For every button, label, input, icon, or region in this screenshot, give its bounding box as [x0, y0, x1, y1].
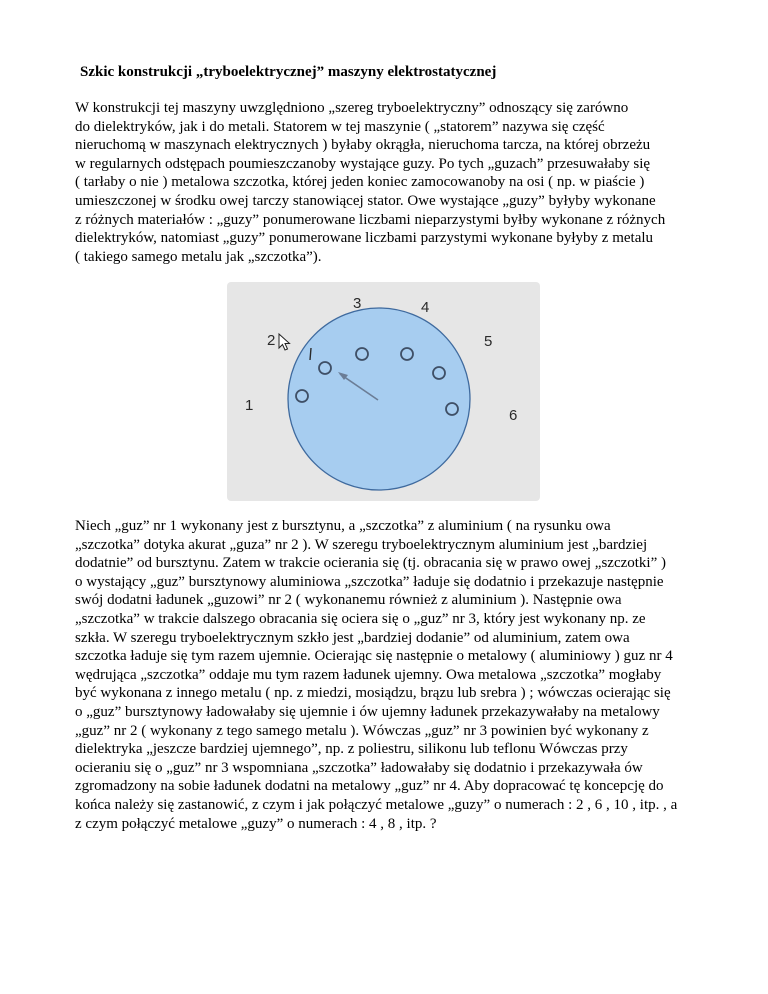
text-line: Niech „guz” nr 1 wykonany jest z bursztynu, a „szczotka” z aluminium ( na rysunku owa [75, 518, 611, 534]
text-line: ( tarłaby o nie ) metalowa szczotka, której jeden koniec zamocowanoby na osi ( np. w piaście ) [75, 174, 645, 191]
text-line: „guz” nr 2 ( wykonany z tego samego metalu ). Wówczas „guz” nr 3 powinien być wykonany z [75, 722, 649, 739]
label-4: 4 [421, 299, 430, 316]
document-title: Szkic konstrukcji „tryboelektrycznej” maszyny elektrostatycznej [80, 64, 497, 80]
label-3: 3 [353, 295, 362, 312]
text-line: być wykonana z innego metalu ( np. z miedzi, mosiądzu, brązu lub srebra ) ; wówczas ocierając się [75, 685, 671, 702]
text-line: swój dodatni ładunek „guzowi” nr 2 ( wykonanemu również z aluminium ). Następnie owa [75, 592, 622, 609]
text-line: dodatnie” od bursztynu. Zatem w trakcie ocierania się (tj. obracania się w prawo owej „szczotki” ) [75, 555, 667, 572]
text-line: dielektryka „jeszcze bardziej ujemnego”, np. z poliestru, silikonu lub teflonu Wówczas przy [75, 741, 628, 758]
text-line: zgromadzony na sobie ładunek dodatni na metalowy „guz” nr 4. Aby dopracować tę koncepcję do [75, 778, 664, 795]
stator-sketch-figure [227, 282, 540, 501]
brush-mark [310, 348, 311, 360]
text-line: umieszczonej w środku owej tarczy stanowiącej stator. Owe wystające „guzy” byłyby wykonane [75, 192, 656, 209]
label-6: 6 [509, 407, 518, 424]
stator-sketch-svg [227, 282, 540, 501]
text-line: z czym połączyć metalowe „guzy” o numerach : 4 , 8 , itp. ? [75, 815, 437, 832]
text-line: „szczotka” dotyka akurat „guza” nr 2 ). W szeregu tryboelektrycznym aluminium jest „bardziej [75, 536, 648, 553]
text-line: W konstrukcji tej maszyny uwzględniono „szereg tryboelektryczny” odnoszący się zarówno [75, 100, 629, 116]
text-line: ( takiego samego metalu jak „szczotka”). [75, 248, 322, 265]
text-line: ocieraniu się o „guz” nr 3 wspomniana „szczotka” ładowałaby się dodatnio i przekazywała ów [75, 759, 643, 776]
text-line: do dielektryków, jak i do metali. Statorem w tej maszynie ( „statorem” nazywa się część [75, 118, 605, 135]
paragraph-intro [75, 99, 665, 266]
paragraph-explanation [75, 517, 677, 833]
text-line: końca należy się zastanowić, z czym i jak połączyć metalowe „guzy” o numerach : 2 , 6 , 10 , itp. , a [75, 796, 678, 813]
label-5: 5 [484, 333, 493, 350]
text-line: szkła. W szeregu tryboelektrycznym szkło jest „bardziej dodanie” od aluminium, zatem owa [75, 629, 630, 646]
label-1: 1 [245, 397, 254, 414]
label-2: 2 [267, 332, 276, 349]
text-line: „szczotka” w trakcie dalszego obracania się ociera się o „guz” nr 3, który jest wykonany np. ze [75, 610, 646, 627]
text-line: z różnych materiałów : „guzy” ponumerowane liczbami nieparzystymi byłby wykonane z różnych [75, 211, 666, 228]
text-line: dielektryków, natomiast „guzy” ponumerowane liczbami parzystymi wykonane byłyby z metalu [75, 230, 654, 247]
text-line: o wystający „guz” bursztynowy aluminiowa „szczotka” ładuje się dodatnio i przekazuje następnie [75, 573, 664, 590]
text-line: szczotka ładuje się tym razem ujemnie. Ocierając się następnie o metalowy ( aluminiowy ) guz nr 4 [75, 648, 673, 665]
text-line: o „guz” bursztynowy ładowałaby się ujemnie i ów ujemny ładunek przekazywałaby na metalowy [75, 703, 660, 720]
text-line: nieruchomą w maszynach elektrycznych ) byłaby okrągła, nieruchoma tarcza, na której obrzeżu [75, 137, 651, 154]
text-line: w regularnych odstępach poumieszczanoby wystające guzy. Po tych „guzach” przesuwałaby się [75, 155, 651, 172]
text-line: wędrująca „szczotka” oddaje mu tym razem ładunek ujemny. Owa metalowa „szczotka” mogłaby [75, 666, 662, 683]
stator-disc [288, 308, 470, 490]
